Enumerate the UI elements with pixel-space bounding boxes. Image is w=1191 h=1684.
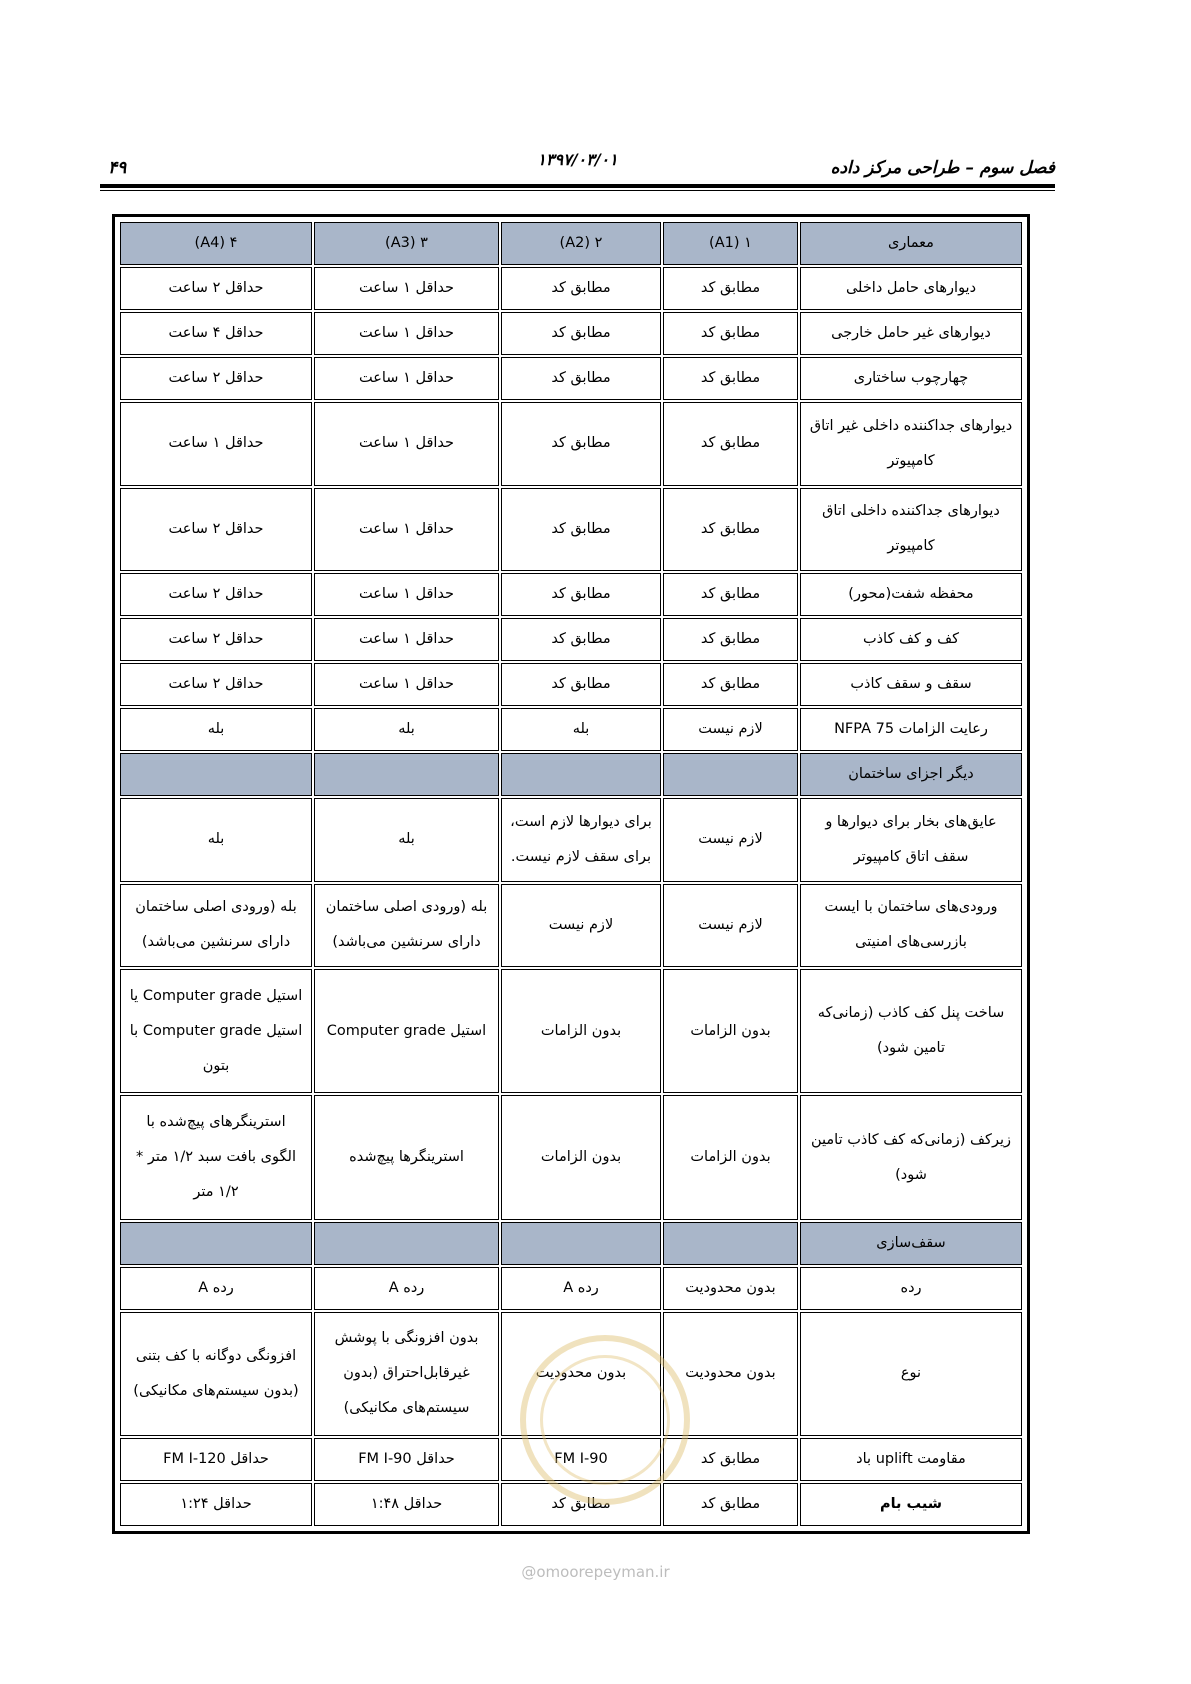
table-cell: لازم نیست [501, 884, 661, 968]
table-cell: رده A [314, 1267, 499, 1310]
header-rule-thin [100, 190, 1055, 191]
row-label: شیب بام [800, 1483, 1022, 1526]
table-cell: مطابق کد [501, 618, 661, 661]
table-row [120, 663, 1022, 706]
row-label: دیوارهای غیر حامل خارجی [800, 312, 1022, 355]
table-cell: مطابق کد [663, 357, 798, 400]
row-label: رده [800, 1267, 1022, 1310]
table-cell: حداقل ۱ ساعت [314, 488, 499, 572]
table-cell: حداقل ۲ ساعت [120, 618, 312, 661]
table-cell: بله [120, 708, 312, 751]
table-cell: حداقل ۲ ساعت [120, 488, 312, 572]
requirements-table-frame [112, 214, 1030, 1534]
table-cell: مطابق کد [501, 1483, 661, 1526]
table-cell: بله [314, 708, 499, 751]
table-cell: مطابق کد [501, 312, 661, 355]
table-cell: مطابق کد [663, 312, 798, 355]
row-label: ساخت پنل کف کاذب (زمانی‌که تامین شود) [800, 969, 1022, 1093]
table-row [120, 573, 1022, 616]
table-cell: مطابق کد [501, 402, 661, 486]
table-cell: حداقل ۱ ساعت [314, 267, 499, 310]
table-cell: حداقل ۱:۲۴ [120, 1483, 312, 1526]
table-cell: بله (ورودی اصلی ساختمان دارای سرنشین می‌باشد) [314, 884, 499, 968]
table-cell: مطابق کد [501, 488, 661, 572]
table-cell: استیل Computer grade [314, 969, 499, 1093]
row-label: نوع [800, 1312, 1022, 1436]
section-blank-cell [501, 753, 661, 796]
table-header-row [120, 222, 1022, 265]
table-cell: حداقل ۱ ساعت [314, 312, 499, 355]
header-level-4: ۴ (A4) [120, 222, 312, 265]
table-row [120, 1312, 1022, 1436]
table-cell: حداقل ۲ ساعت [120, 267, 312, 310]
row-label: دیوارهای جداکننده داخلی اتاق کامپیوتر [800, 488, 1022, 572]
table-cell: حداقل ۱ ساعت [314, 573, 499, 616]
table-row [120, 312, 1022, 355]
table-cell: افزونگی دوگانه با کف بتنی (بدون سیستم‌های مکانیکی) [120, 1312, 312, 1436]
row-label: سقف و سقف کاذب [800, 663, 1022, 706]
table-cell: بدون الزامات [663, 969, 798, 1093]
table-row [120, 1483, 1022, 1526]
section-blank-cell [663, 1222, 798, 1265]
table-cell: استیل Computer grade یا استیل Computer grade با بتون [120, 969, 312, 1093]
table-cell: حداقل ۱ ساعت [314, 402, 499, 486]
row-label: کف و کف کاذب [800, 618, 1022, 661]
table-cell: مطابق کد [663, 663, 798, 706]
table-cell: مطابق کد [663, 573, 798, 616]
table-row [120, 1267, 1022, 1310]
table-cell: بدون الزامات [663, 1095, 798, 1219]
row-label: مقاومت uplift باد [800, 1438, 1022, 1481]
table-cell: لازم نیست [663, 798, 798, 882]
section-blank-cell [314, 753, 499, 796]
table-cell: رده A [501, 1267, 661, 1310]
table-cell: بدون محدودیت [501, 1312, 661, 1436]
table-cell: استرینگرهای پیچ‌شده با الگوی بافت سبد ۱/۲ متر * ۱/۲ متر [120, 1095, 312, 1219]
table-row [120, 488, 1022, 572]
section-blank-cell [501, 1222, 661, 1265]
table-cell: برای دیوارها لازم است، برای سقف لازم نیست. [501, 798, 661, 882]
watermark-text: @omoorepeyman.ir [521, 1563, 670, 1581]
table-row [120, 1438, 1022, 1481]
table-cell: حداقل ۱ ساعت [314, 663, 499, 706]
header-category: معماری [800, 222, 1022, 265]
row-label: ورودی‌های ساختمان با ایست بازرسی‌های امنیتی [800, 884, 1022, 968]
table-cell: حداقل ۱ ساعت [314, 357, 499, 400]
table-cell: بله [120, 798, 312, 882]
table-cell: بدون محدودیت [663, 1267, 798, 1310]
row-label: زیرکف (زمانی‌که کف کاذب تامین شود) [800, 1095, 1022, 1219]
table-cell: حداقل ۱ ساعت [120, 402, 312, 486]
table-row [120, 798, 1022, 882]
section-blank-cell [314, 1222, 499, 1265]
header-level-2: ۲ (A2) [501, 222, 661, 265]
table-cell: لازم نیست [663, 708, 798, 751]
table-cell: بدون افزونگی با پوشش غیرقابل‌احتراق (بدون سیستم‌های مکانیکی) [314, 1312, 499, 1436]
section-title: سقف‌سازی [800, 1222, 1022, 1265]
table-row [120, 618, 1022, 661]
table-cell: بدون الزامات [501, 969, 661, 1093]
header-level-1: ۱ (A1) [663, 222, 798, 265]
table-cell: مطابق کد [663, 618, 798, 661]
section-title: دیگر اجزای ساختمان [800, 753, 1022, 796]
row-label: عایق‌های بخار برای دیوارها و سقف اتاق کامپیوتر [800, 798, 1022, 882]
table-cell: FM I-90 [501, 1438, 661, 1481]
table-cell: حداقل ۲ ساعت [120, 357, 312, 400]
table-cell: بله [314, 798, 499, 882]
row-label: چهارچوب ساختاری [800, 357, 1022, 400]
table-row [120, 708, 1022, 751]
table-cell: حداقل ۲ ساعت [120, 663, 312, 706]
table-cell: رده A [120, 1267, 312, 1310]
table-row [120, 969, 1022, 1093]
table-row [120, 1095, 1022, 1219]
chapter-title: فصل سوم – طراحی مرکز داده [830, 158, 1055, 178]
row-label: دیوارهای جداکننده داخلی غیر اتاق کامپیوتر [800, 402, 1022, 486]
table-cell: حداقل FM I-90 [314, 1438, 499, 1481]
section-blank-cell [120, 753, 312, 796]
table-cell: مطابق کد [663, 1438, 798, 1481]
section-row [120, 1222, 1022, 1265]
section-row [120, 753, 1022, 796]
row-label: دیوارهای حامل داخلی [800, 267, 1022, 310]
section-blank-cell [663, 753, 798, 796]
document-date: ۱۳۹۷/۰۳/۰۱ [537, 150, 618, 169]
table-cell: بله [501, 708, 661, 751]
table-row [120, 884, 1022, 968]
requirements-table [118, 220, 1024, 1528]
table-cell: مطابق کد [663, 1483, 798, 1526]
table-cell: بدون محدودیت [663, 1312, 798, 1436]
table-cell: بله (ورودی اصلی ساختمان دارای سرنشین می‌باشد) [120, 884, 312, 968]
table-row [120, 357, 1022, 400]
table-row [120, 402, 1022, 486]
header-rule-thick [100, 184, 1055, 188]
table-cell: مطابق کد [501, 267, 661, 310]
row-label: محفظه شفت(محور) [800, 573, 1022, 616]
table-cell: مطابق کد [501, 357, 661, 400]
table-cell: مطابق کد [663, 267, 798, 310]
table-cell: حداقل ۱:۴۸ [314, 1483, 499, 1526]
table-cell: استرینگرها پیچ‌شده [314, 1095, 499, 1219]
header-level-3: ۳ (A3) [314, 222, 499, 265]
table-cell: لازم نیست [663, 884, 798, 968]
page-number: ۴۹ [108, 158, 127, 178]
table-cell: حداقل FM I-120 [120, 1438, 312, 1481]
table-cell: مطابق کد [663, 402, 798, 486]
section-blank-cell [120, 1222, 312, 1265]
table-row [120, 267, 1022, 310]
table-cell: مطابق کد [501, 663, 661, 706]
table-cell: مطابق کد [663, 488, 798, 572]
table-cell: حداقل ۴ ساعت [120, 312, 312, 355]
table-cell: حداقل ۱ ساعت [314, 618, 499, 661]
row-label: رعایت الزامات NFPA 75 [800, 708, 1022, 751]
table-cell: بدون الزامات [501, 1095, 661, 1219]
table-cell: مطابق کد [501, 573, 661, 616]
table-cell: حداقل ۲ ساعت [120, 573, 312, 616]
